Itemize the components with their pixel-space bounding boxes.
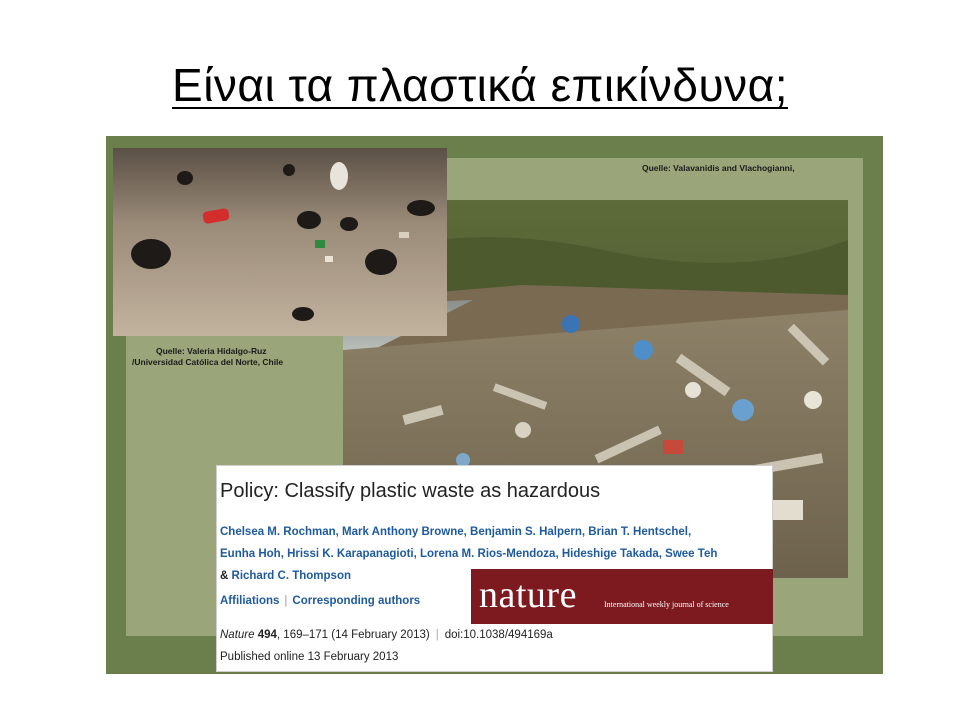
corresponding-authors-link[interactable]: Corresponding authors [292,595,421,607]
nature-logo-word: nature [479,574,577,616]
citation-volume: 494 [257,629,277,641]
link-separator: | [284,595,288,607]
article-title: Policy: Classify plastic waste as hazardous [220,480,601,502]
authors-line-1[interactable]: Chelsea M. Rochman, Mark Anthony Browne, Benjamin S. Halpern, Brian T. Hentschel, [220,526,692,538]
citation-journal: Nature [220,629,255,641]
citation-separator: | [435,629,439,641]
photo-credit-right: Quelle: Valavanidis and Vlachogianni, [642,163,795,173]
author-thompson-link[interactable]: Richard C. Thompson [231,570,351,582]
authors-line-2[interactable]: Eunha Hoh, Hrissi K. Karapanagioti, Lorena M. Rios-Mendoza, Hideshige Takada, Swee Teh [220,548,718,560]
photo-credit-left [132,346,332,368]
authors-ampersand: & [220,570,229,582]
sand-microplastics-photo [113,148,447,336]
nature-logo [471,569,773,624]
citation-doi[interactable]: doi:10.1038/494169a [444,629,553,641]
nature-logo-subtitle: International weekly journal of science [604,600,729,609]
photo-credit-left-line1: Quelle: Valeria Hidalgo-Ruz [156,346,267,356]
citation-pages-date: , 169–171 (14 February 2013) [276,629,430,641]
article-links [220,595,420,607]
affiliations-link[interactable]: Affiliations [220,595,280,607]
photo-credit-left-line2: /Universidad Católica del Norte, Chile [132,357,284,367]
published-online-date: Published online 13 February 2013 [220,651,399,663]
slide-title: Είναι τα πλαστικά επικίνδυνα; [172,59,788,111]
article-citation [220,629,553,641]
